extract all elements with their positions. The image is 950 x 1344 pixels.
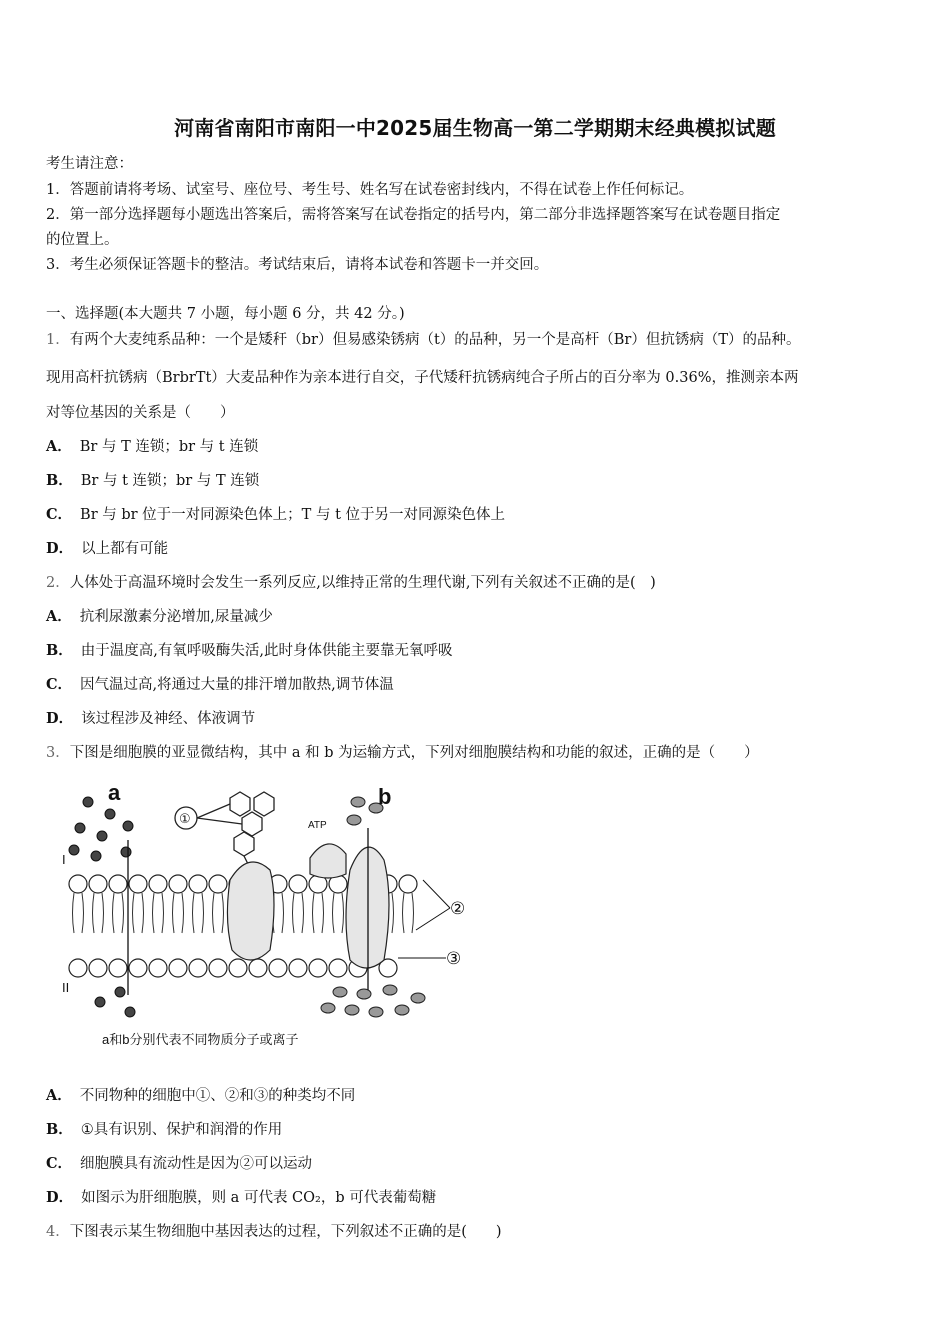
- label-2: ②: [450, 899, 466, 918]
- bilayer-bottom-heads: [69, 959, 397, 977]
- option-text: Br 与 br 位于一对同源染色体上；T 与 t 位于另一对同源染色体上: [80, 507, 505, 523]
- option-text: 不同物种的细胞中①、②和③的种类均不同: [79, 1088, 356, 1104]
- option-label: A．: [46, 438, 72, 455]
- figure-caption: a和b分别代表不同物质分子或离子: [102, 1032, 299, 1047]
- section-heading: 一、选择题(本大题共 7 小题，每小题 6 分，共 42 分。): [46, 306, 405, 322]
- label-side-ii: II: [62, 980, 70, 995]
- option-text: 细胞膜具有流动性是因为②可以运动: [80, 1156, 313, 1172]
- label-atp: ATP: [308, 820, 327, 831]
- option-label: C．: [46, 506, 73, 523]
- label-b: b: [378, 784, 392, 809]
- option-b: [46, 469, 259, 490]
- option-d: [46, 707, 255, 728]
- question-stem: 下图表示某生物细胞中基因表达的过程，下列叙述不正确的是( ): [69, 1224, 502, 1240]
- option-text: 该过程涉及神经、体液调节: [81, 711, 256, 727]
- option-text: Br 与 t 连锁；br 与 T 连锁: [80, 473, 260, 489]
- page-title: 河南省南阳市南阳一中2025届生物高一第二学期期末经典模拟试题: [174, 116, 776, 140]
- option-text: 因气温过高,将通过大量的排汗增加散热,调节体温: [80, 677, 394, 693]
- question-3: [46, 741, 759, 762]
- option-label: A．: [46, 1087, 72, 1104]
- question-number: 3．: [46, 745, 70, 761]
- option-text: ①具有识别、保护和润滑的作用: [80, 1122, 283, 1138]
- option-label: B．: [46, 1121, 73, 1138]
- option-b: [46, 639, 452, 660]
- question-stem: 下图是细胞膜的亚显微结构，其中 a 和 b 为运输方式，下列对细胞膜结构和功能的叙述，正确的是（ ）: [69, 745, 759, 761]
- question-1-line-2: 现用高杆抗锈病（BrbrTt）大麦品种作为亲本进行自交，子代矮秆抗锈病纯合子所占的百分率为 0.36%，推测亲本两: [46, 370, 799, 386]
- question-4: [46, 1220, 502, 1241]
- molecules-a-bottom: [95, 987, 135, 1017]
- notice-item-2: 2．第一部分选择题每小题选出答案后，需将答案写在试卷指定的括号内，第二部分非选择题答案写在试卷题目指定: [46, 207, 781, 223]
- option-label: D．: [46, 540, 74, 557]
- option-text: 由于温度高,有氧呼吸酶失活,此时身体供能主要靠无氧呼吸: [80, 643, 453, 659]
- question-stem: 有两个大麦纯系品种：一个是矮秆（br）但易感染锈病（t）的品种，另一个是高杆（Br）但抗锈病（T）的品种。: [69, 332, 801, 348]
- question-1-line-3: 对等位基因的关系是（ ）: [46, 405, 235, 421]
- option-label: A．: [46, 608, 72, 625]
- question-number: 2．: [46, 575, 70, 591]
- option-text: 以上都有可能: [81, 541, 169, 557]
- membrane-proteins: [227, 844, 389, 968]
- option-label: C．: [46, 676, 73, 693]
- option-text: 抗利尿激素分泌增加,尿量减少: [79, 609, 273, 625]
- option-b: [46, 1118, 282, 1139]
- option-c: [46, 1152, 312, 1173]
- cell-membrane-figure: [58, 780, 478, 1050]
- option-c: [46, 503, 505, 524]
- option-a: [46, 1084, 355, 1105]
- option-a: [46, 605, 273, 626]
- label-3: ③: [446, 949, 462, 968]
- option-text: 如图示为肝细胞膜，则 a 可代表 CO₂，b 可代表葡萄糖: [81, 1190, 437, 1206]
- question-number: 1．: [46, 332, 70, 348]
- notice-item-1: 1．答题前请将考场、试室号、座位号、考生号、姓名写在试卷密封线内，不得在试卷上作任何标记。: [46, 182, 694, 198]
- option-label: D．: [46, 710, 74, 727]
- question-stem: 人体处于高温环境时会发生一系列反应,以维持正常的生理代谢,下列有关叙述不正确的是( ): [69, 575, 656, 591]
- option-label: B．: [46, 472, 73, 489]
- question-number: 4．: [46, 1224, 70, 1240]
- option-d: [46, 537, 168, 558]
- glycoprotein: [175, 792, 274, 864]
- label-a: a: [108, 780, 121, 805]
- notice-heading: 考生请注意：: [46, 156, 133, 172]
- molecules-b-bottom: [321, 985, 425, 1017]
- option-a: [46, 435, 258, 456]
- notice-item-3: 3．考生必须保证答题卡的整洁。考试结束后，请将本试卷和答题卡一并交回。: [46, 257, 549, 273]
- molecules-a-top: [69, 797, 133, 861]
- question-1-line-1: [46, 328, 801, 349]
- option-text: Br 与 T 连锁；br 与 t 连锁: [79, 439, 259, 455]
- label-1: ①: [179, 811, 191, 826]
- option-label: B．: [46, 642, 73, 659]
- option-d: [46, 1186, 436, 1207]
- option-c: [46, 673, 394, 694]
- option-label: D．: [46, 1189, 74, 1206]
- label-side-i: I: [62, 852, 66, 867]
- option-label: C．: [46, 1155, 73, 1172]
- question-2: [46, 571, 656, 592]
- notice-item-2-cont: 的位置上。: [46, 232, 119, 248]
